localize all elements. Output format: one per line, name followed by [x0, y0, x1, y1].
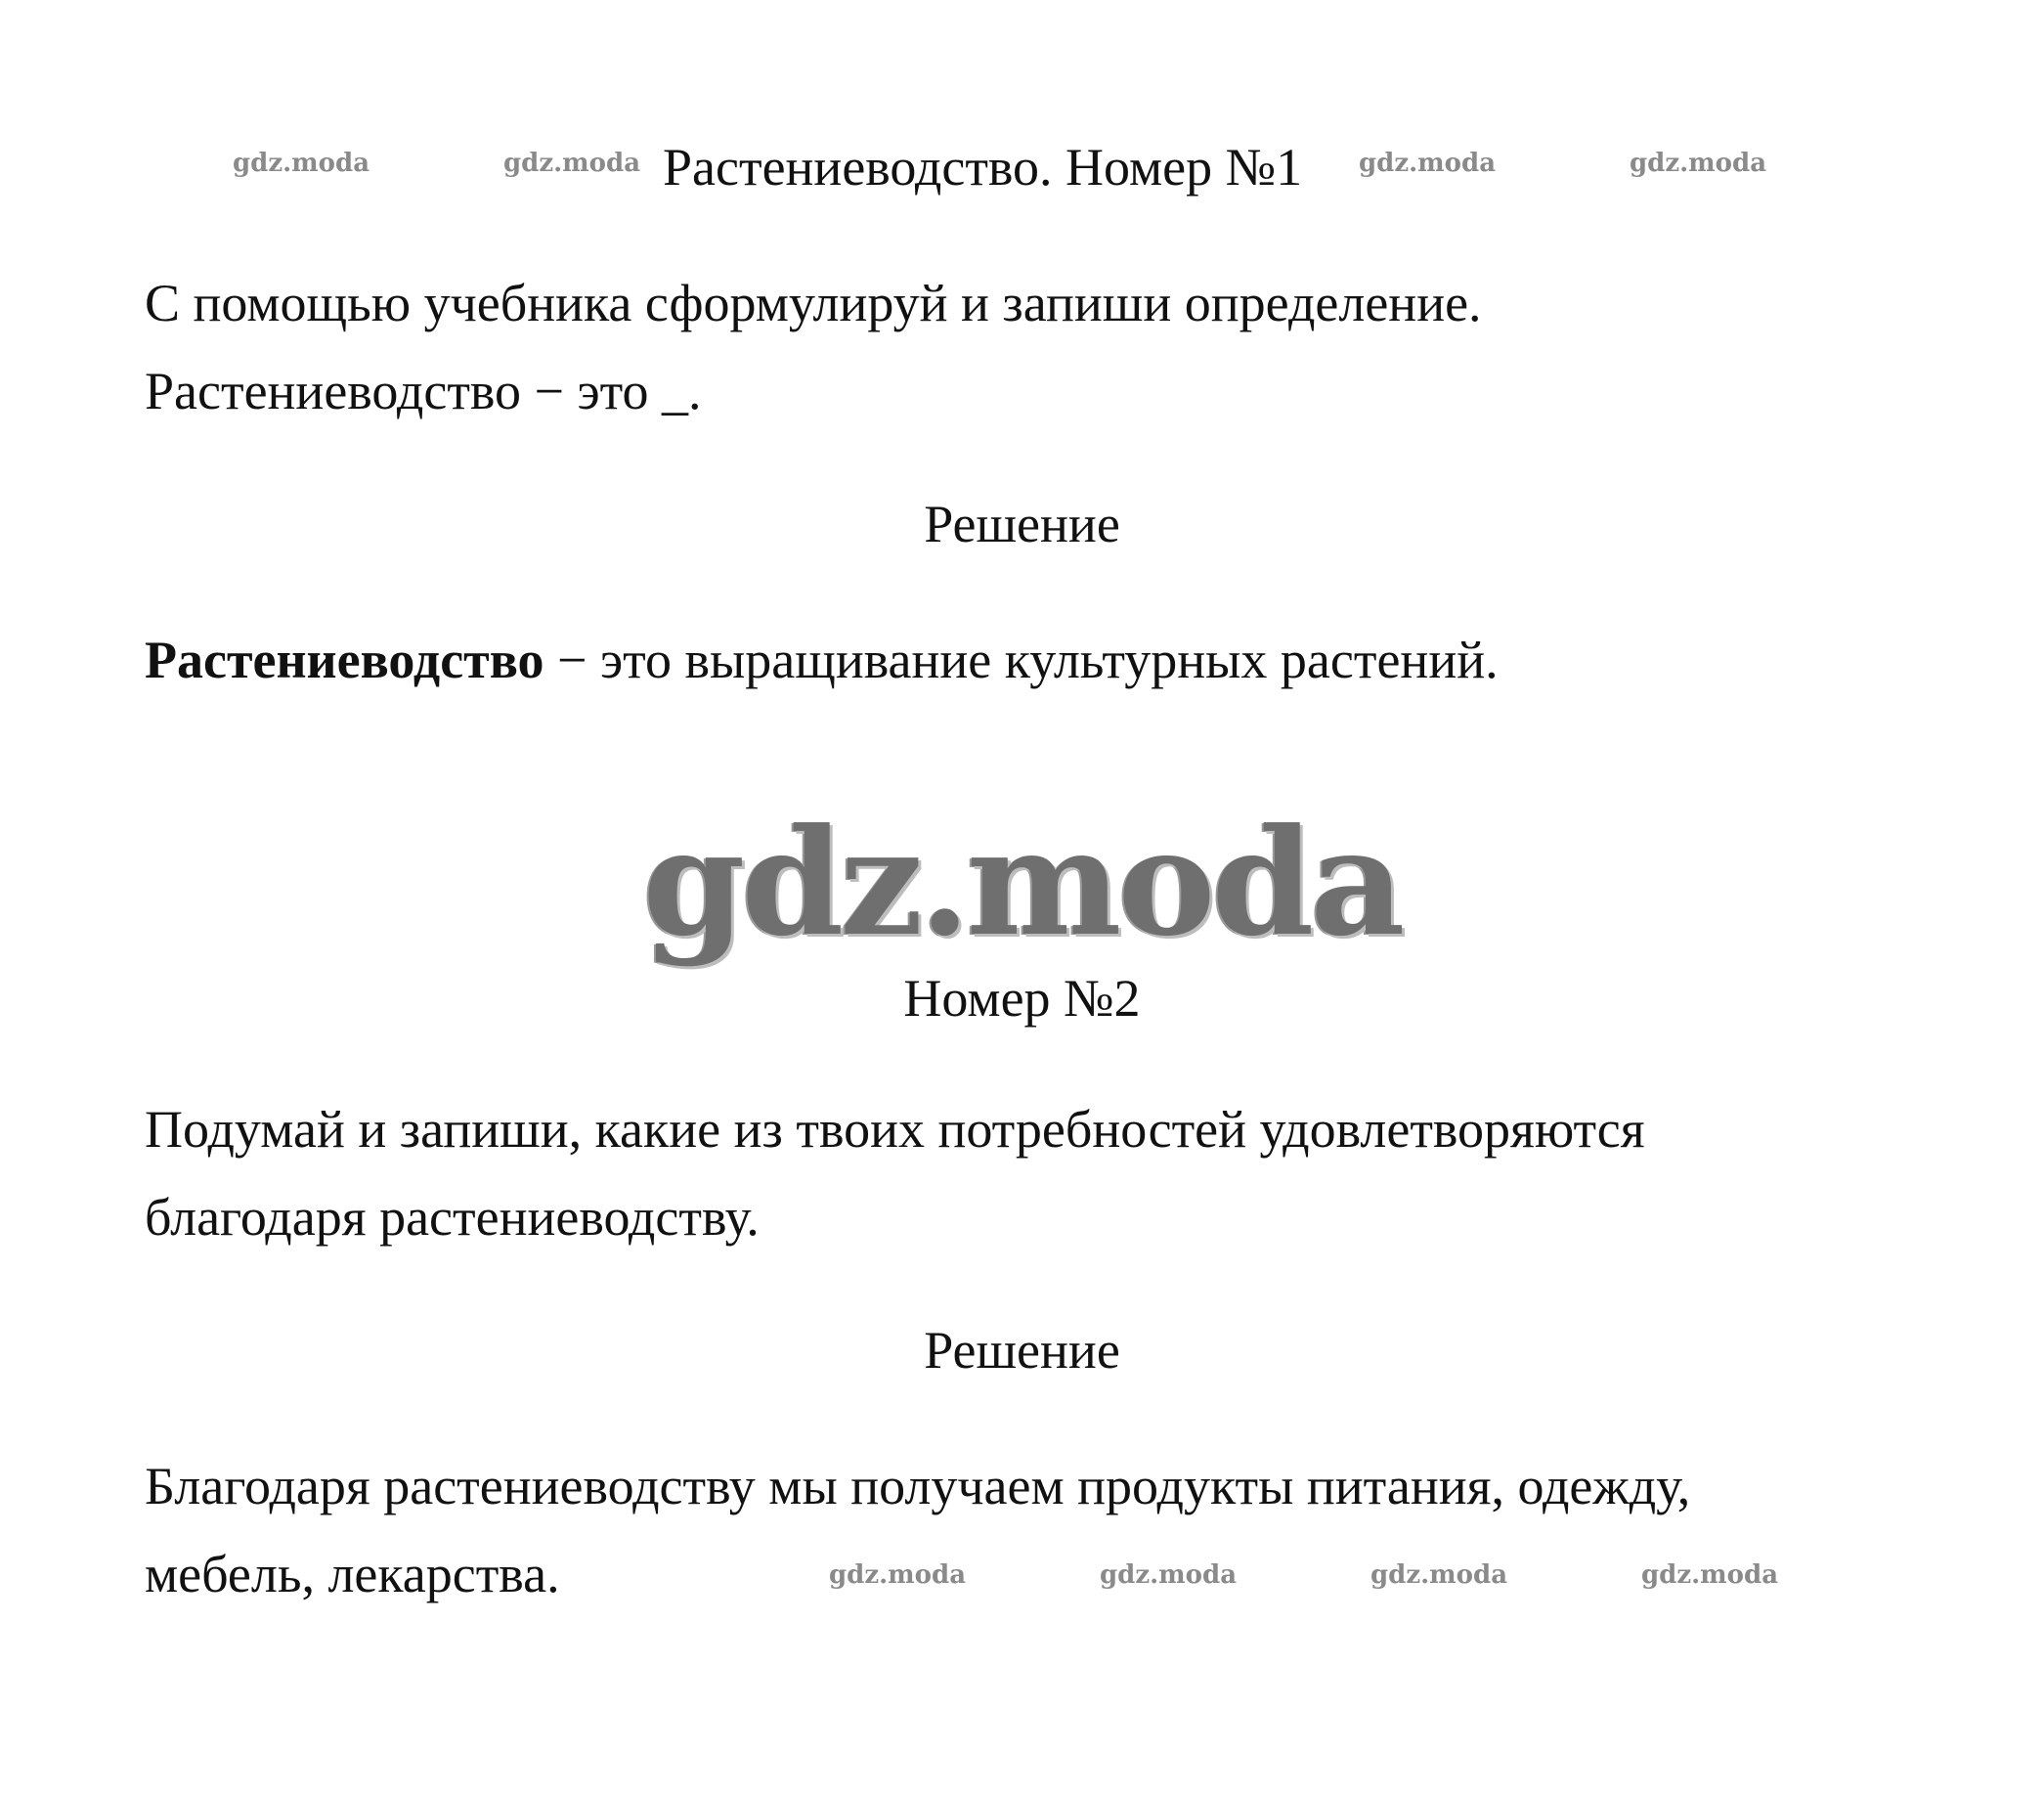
task2-title: Номер №2	[903, 969, 1141, 1028]
task1-answer-text: − это выращивание культурных растений.	[544, 631, 1499, 689]
large-watermark: gdz.moda	[642, 797, 1402, 969]
watermark-text: gdz.moda	[829, 1560, 967, 1590]
task1-answer-term: Растениеводство	[145, 631, 544, 689]
watermark-text: gdz.moda	[1359, 149, 1497, 178]
task2-answer-line2: мебель, лекарства.	[145, 1545, 560, 1603]
task2-question	[145, 1085, 1645, 1261]
task2-question-line2: благодаря растениеводству.	[145, 1188, 760, 1247]
task1-solution-heading: Решение	[924, 495, 1120, 553]
task1-question	[145, 259, 1482, 435]
task2-question-line1: Подумай и запиши, какие из твоих потребностей удовлетворяются	[145, 1100, 1645, 1159]
task2-answer-line1: Благодаря растениеводству мы получаем продукты питания, одежду,	[145, 1457, 1691, 1515]
task1-question-line1: С помощью учебника сформулируй и запиши определение.	[145, 274, 1482, 332]
task2-solution-heading: Решение	[924, 1321, 1120, 1380]
watermark-text: gdz.moda	[1370, 1560, 1508, 1590]
watermark-text: gdz.moda	[1641, 1560, 1779, 1590]
task2-answer	[145, 1442, 1690, 1618]
watermark-text: gdz.moda	[1100, 1560, 1238, 1590]
watermark-text: gdz.moda	[233, 149, 370, 178]
task1-answer	[145, 616, 1499, 704]
watermark-text: gdz.moda	[1630, 149, 1767, 178]
watermark-text: gdz.moda	[503, 149, 641, 178]
task1-question-line2: Растениеводство − это _.	[145, 362, 702, 420]
task1-title: Растениеводство. Номер №1	[663, 138, 1303, 197]
